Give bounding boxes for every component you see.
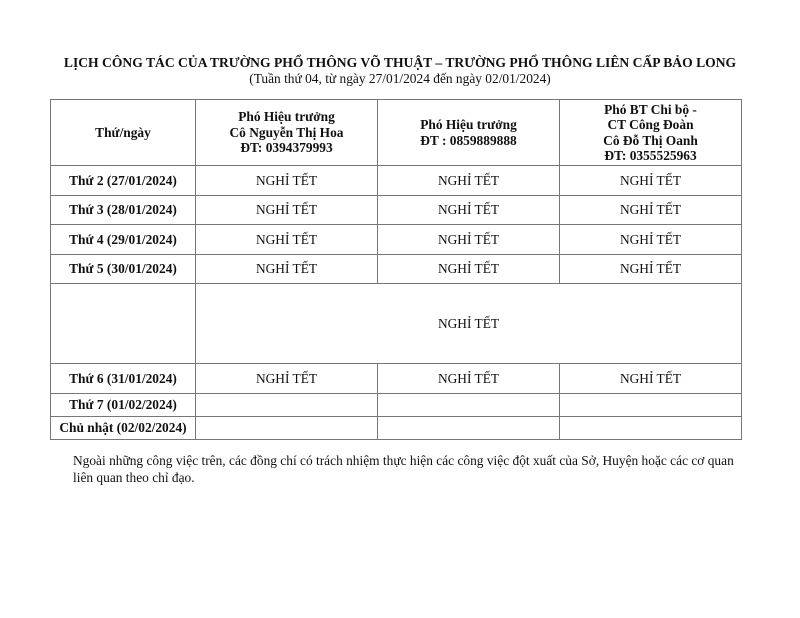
table-row	[51, 166, 742, 196]
schedule-cell	[378, 416, 560, 439]
header-line: CT Công Đoàn	[607, 117, 694, 132]
schedule-cell: NGHỈ TẾT	[560, 195, 742, 225]
schedule-cell	[378, 393, 560, 416]
table-row	[51, 254, 742, 284]
schedule-cell: NGHỈ TẾT	[378, 364, 560, 394]
schedule-cell: NGHỈ TẾT	[560, 254, 742, 284]
schedule-cell	[196, 416, 378, 439]
day-cell: Thứ 2 (27/01/2024)	[51, 166, 196, 196]
table-row	[51, 195, 742, 225]
footnote: Ngoài những công việc trên, các đồng chí có trách nhiệm thực hiện các công việc đột xuất của Sở, Huyện hoặc các cơ quan liên quan theo chỉ đạo.	[73, 453, 734, 485]
schedule-cell: NGHỈ TẾT	[196, 166, 378, 196]
header-line: Cô Đỗ Thị Oanh	[603, 132, 698, 148]
merged-schedule-cell: NGHỈ TẾT	[196, 284, 742, 364]
schedule-cell: NGHỈ TẾT	[196, 195, 378, 225]
schedule-cell: NGHỈ TẾT	[196, 225, 378, 255]
header-line: ĐT : 0859889888	[420, 132, 517, 148]
header-line: ĐT: 0355525963	[604, 148, 697, 163]
day-cell: Thứ 6 (31/01/2024)	[51, 364, 196, 394]
schedule-cell	[560, 393, 742, 416]
table-row	[51, 364, 742, 394]
day-cell: Thứ 5 (30/01/2024)	[51, 254, 196, 284]
header-line: Phó Hiệu trưởng	[238, 109, 335, 125]
schedule-cell: NGHỈ TẾT	[378, 166, 560, 196]
schedule-cell: NGHỈ TẾT	[560, 166, 742, 196]
day-cell: Thứ 7 (01/02/2024)	[51, 393, 196, 416]
header-vice-principal-2	[378, 100, 560, 166]
schedule-cell: NGHỈ TẾT	[378, 195, 560, 225]
header-line: Phó Hiệu trưởng	[420, 117, 517, 132]
table-row	[51, 225, 742, 255]
schedule-table	[50, 99, 742, 440]
document-title: LỊCH CÔNG TÁC CỦA TRƯỜNG PHỔ THÔNG VÕ THUẬT – TRƯỜNG PHỔ THÔNG LIÊN CẤP BẢO LONG	[63, 55, 737, 70]
document-subtitle: (Tuần thứ 04, từ ngày 27/01/2024 đến ngày 02/01/2024)	[249, 71, 551, 86]
table-row	[51, 416, 742, 439]
table-row-merged	[51, 284, 742, 364]
day-cell: Thứ 4 (29/01/2024)	[51, 225, 196, 255]
day-cell: Thứ 3 (28/01/2024)	[51, 195, 196, 225]
header-line: ĐT: 0394379993	[240, 140, 333, 156]
table-header-row	[51, 100, 742, 166]
header-day	[51, 100, 196, 166]
schedule-cell	[560, 416, 742, 439]
schedule-cell: NGHỈ TẾT	[196, 364, 378, 394]
schedule-cell	[196, 393, 378, 416]
day-cell: Chủ nhật (02/02/2024)	[51, 416, 196, 439]
table-row	[51, 393, 742, 416]
schedule-cell: NGHỈ TẾT	[196, 254, 378, 284]
header-party-union	[560, 100, 742, 166]
schedule-cell: NGHỈ TẾT	[560, 225, 742, 255]
header-vice-principal-1	[196, 100, 378, 166]
schedule-cell: NGHỈ TẾT	[378, 254, 560, 284]
day-cell	[51, 284, 196, 364]
header-line: Cô Nguyễn Thị Hoa	[229, 124, 344, 140]
schedule-cell: NGHỈ TẾT	[560, 364, 742, 394]
header-line: Thứ/ngày	[95, 124, 151, 140]
header-line: Phó BT Chi bộ -	[604, 101, 697, 117]
schedule-cell: NGHỈ TẾT	[378, 225, 560, 255]
